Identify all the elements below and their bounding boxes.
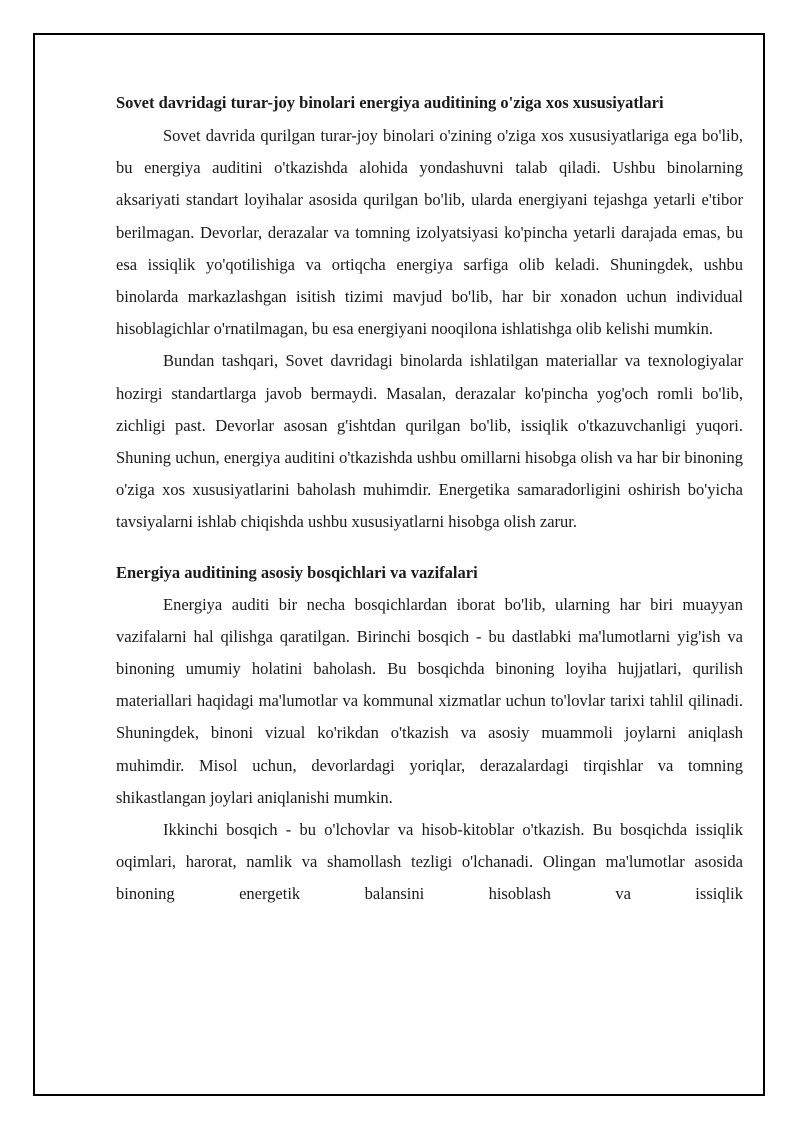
section-heading-audit-stages: Energiya auditining asosiy bosqichlari va vazifalari <box>116 562 478 582</box>
paragraph: Sovet davrida qurilgan turar-joy binolari o'zining o'ziga xos xususiyatlariga ega bo'lib, bu energiya auditini o'tkazishda alohida yondashuvni talab qiladi. Ushbu binolarning aksariyati standart loyihalar asosida qurilgan bo'lib, ularda energiyani tejashga yetarli e'tibor berilmagan. Devorlar, derazalar va tomning izolyatsiyasi ko'pincha yetarli darajada emas, bu esa issiqlik yo'qotilishiga va ortiqcha energiya sarfiga olib keladi. Shuningdek, ushbu binolarda markazlashgan isitish tizimi mavjud bo'lib, har bir xonadon uchun individual hisoblagichlar o'rnatilmagan, bu esa energiyani nooqilona ishlatishga olib kelishi mumkin. <box>116 126 743 339</box>
paragraph: Ikkinchi bosqich - bu o'lchovlar va hisob-kitoblar o'tkazish. Bu bosqichda issiqlik oqimlari, harorat, namlik va shamollash tezligi o'lchanadi. Olingan ma'lumotlar asosida binoning energetik balansini hisoblash va issiqlik <box>116 820 743 904</box>
paragraph: Energiya auditi bir necha bosqichlardan iborat bo'lib, ularning har biri muayyan vazifalarni hal qilishga qaratilgan. Birinchi bosqich - bu dastlabki ma'lumotlarni yig'ish va binoning umumiy holatini baholash. Bu bosqichda binoning loyiha hujjatlari, qurilish materiallari haqidagi ma'lumotlar va kommunal xizmatlar uchun to'lovlar tarixi tahlil qilinadi. Shuningdek, binoni vizual ko'rikdan o'tkazish va asosiy muammoli joylarni aniqlash muhimdir. Misol uchun, devorlardagi yoriqlar, derazalardagi tirqishlar va tomning shikastlangan joylari aniqlanishi mumkin. <box>116 594 743 807</box>
paragraph: Bundan tashqari, Sovet davridagi binolarda ishlatilgan materiallar va texnologiyalar hozirgi standartlarga javob bermaydi. Masalan, derazalar ko'pincha yog'och romli bo'lib, zichligi past. Devorlar asosan g'ishtdan qurilgan bo'lib, issiqlik o'tkazuvchanligi yuqori. Shuning uchun, energiya auditini o'tkazishda ushbu omillarni hisobga olish va har bir binoning o'ziga xos xususiyatlarini baholash muhimdir. Energetika samaradorligini oshirish bo'yicha tavsiyalarni ishlab chiqishda ushbu xususiyatlarni hisobga olish zarur. <box>116 351 743 532</box>
page-border <box>33 33 765 1096</box>
section-heading-soviet-buildings: Sovet davridagi turar-joy binolari energiya auditining o'ziga xos xususiyatlari <box>116 93 664 112</box>
document-body <box>116 91 743 911</box>
